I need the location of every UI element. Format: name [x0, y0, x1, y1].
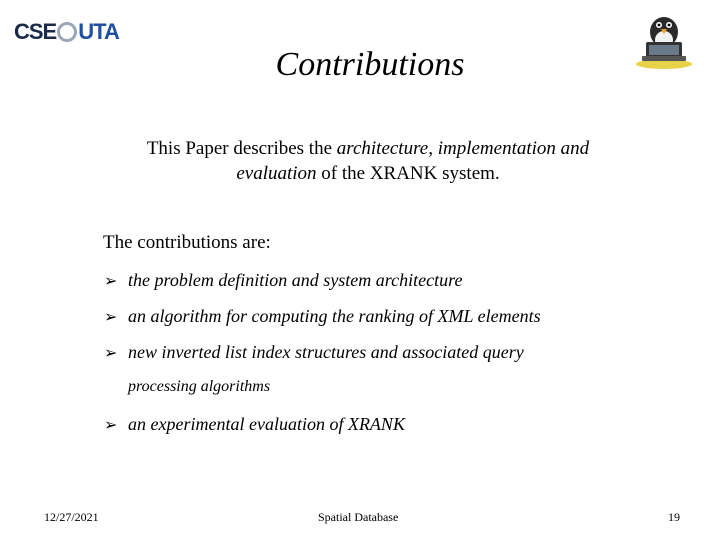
- slide-title: Contributions: [275, 46, 465, 83]
- bullet-item: [104, 270, 462, 291]
- bullet-text: the problem definition and system architecture: [128, 270, 463, 290]
- footer-page-number: 19: [668, 510, 680, 524]
- intro-text-italic: architecture, implementation and evaluation: [236, 138, 590, 184]
- arrow-bullet-icon: ➢: [104, 343, 118, 362]
- intro-text-end: of the XRANK system.: [316, 163, 500, 184]
- intro-text-start: This Paper describes the: [146, 138, 337, 159]
- bullet-text: new inverted list index structures and associated query: [128, 342, 524, 362]
- bullet-text: an algorithm for computing the ranking of XML elements: [128, 306, 541, 326]
- cse-uta-logo: [14, 14, 119, 50]
- arrow-bullet-icon: ➢: [104, 307, 118, 326]
- bullet-item: [104, 306, 541, 327]
- bullet-continuation: processing algorithms: [128, 378, 271, 395]
- logo-at-symbol-icon: [57, 22, 77, 42]
- bullet-item: [104, 414, 405, 435]
- arrow-bullet-icon: ➢: [104, 415, 118, 434]
- logo-uta-text: UTA: [78, 19, 119, 44]
- arrow-bullet-icon: ➢: [104, 271, 118, 290]
- bullet-item: [104, 342, 524, 363]
- intro-paragraph: [118, 136, 618, 186]
- bullet-text: an experimental evaluation of XRANK: [128, 414, 405, 434]
- footer-course: Spatial Database: [318, 510, 399, 524]
- footer-date: 12/27/2021: [44, 510, 99, 524]
- contributions-lead: The contributions are:: [103, 232, 271, 253]
- logo-cse-text: CSE: [14, 19, 57, 44]
